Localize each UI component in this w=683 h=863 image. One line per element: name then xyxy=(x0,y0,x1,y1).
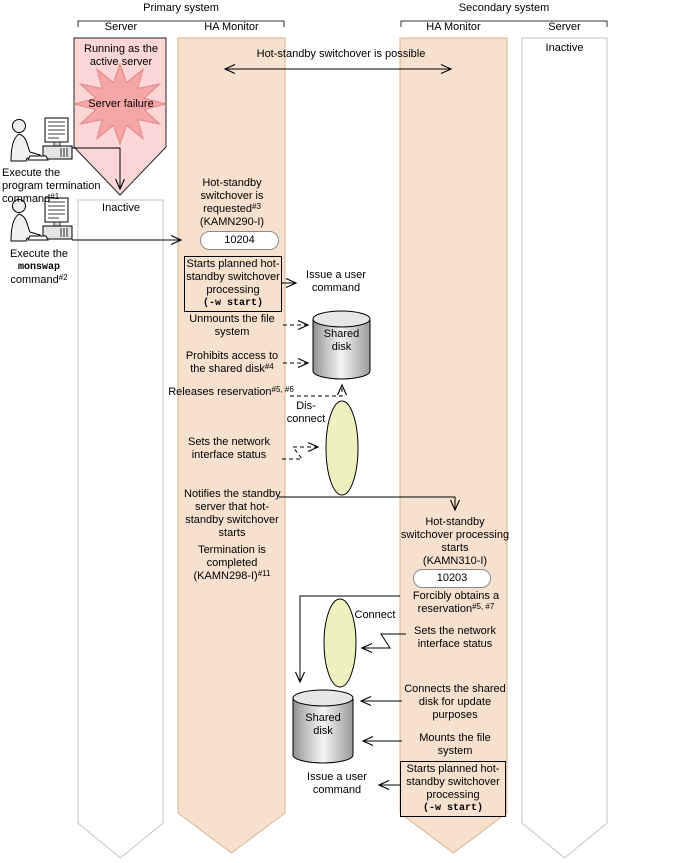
primary-server-lane xyxy=(78,200,163,858)
shared-disk-label-secondary: Shared disk xyxy=(305,712,341,737)
column-header-primary-server: Server xyxy=(104,21,138,33)
disconnect-label: Dis- connect xyxy=(286,400,326,425)
switchover-possible-label: Hot-standby switchover is possible xyxy=(256,48,426,60)
connects-shared-disk-label: Connects the shared disk for update purposes xyxy=(404,683,506,721)
message-number-pill-secondary: 10203 xyxy=(413,569,491,588)
running-as-active-label: Running as the active server xyxy=(84,43,158,68)
termination-completed-label: Termination is completed (KAMN298-I)$^{\#11}$ xyxy=(193,544,271,582)
mounts-file-system-label: Mounts the file system xyxy=(419,732,491,757)
sets-network-label-primary: Sets the network interface status xyxy=(188,436,270,461)
releases-reservation-label: Releases reservation$^{\#5, \#6}$ xyxy=(168,385,294,398)
execute-termination-command-label: Execute the program termination command$^{\#1}$ xyxy=(2,167,101,205)
prohibits-label: Prohibits access to the shared disk$^{\#4}$ xyxy=(185,350,279,375)
execute-monswap-command-label: Execute the monswap command$^{\#2}$ xyxy=(9,248,69,286)
unmounts-label: Unmounts the file system xyxy=(189,313,275,338)
sets-network-arrow-primary xyxy=(282,447,318,459)
shared-disk-label-primary: Shared disk xyxy=(323,328,360,353)
secondary-server-lane xyxy=(522,38,607,858)
primary-inactive-label: Inactive xyxy=(102,202,140,214)
notifies-standby-label: Notifies the standby server that hot- standby switchover starts xyxy=(184,488,281,539)
primary-system-label: Primary system xyxy=(143,2,219,14)
connect-label: Connect xyxy=(354,609,396,621)
sets-network-label-secondary: Sets the network interface status xyxy=(414,625,496,650)
issue-user-command-label-secondary: Issue a user command xyxy=(307,771,367,796)
switchover-processing-starts-label: Hot-standby switchover processing starts (KAMN310-I) xyxy=(400,516,510,567)
operator-terminal-icon-1 xyxy=(11,118,72,161)
server-failure-label: Server failure xyxy=(88,98,154,110)
forcibly-obtains-label: Forcibly obtains a reservation$^{\#5, \#7}$ xyxy=(412,590,500,615)
releases-reservation-arrow xyxy=(290,385,342,396)
sets-network-arrow-secondary xyxy=(362,634,406,648)
column-header-primary-ha-monitor: HA Monitor xyxy=(204,21,259,33)
secondary-system-label: Secondary system xyxy=(458,2,550,14)
switchover-requested-label: Hot-standby switchover is requested$^{\#3}$ (KAMN290-I) xyxy=(199,177,265,228)
column-header-secondary-server: Server xyxy=(548,21,581,33)
message-number-pill-primary: 10204 xyxy=(200,231,279,250)
secondary-inactive-label: Inactive xyxy=(545,42,584,54)
secondary-ha-monitor-lane xyxy=(400,38,507,853)
starts-planned-box-primary: Starts planned hot- standby switchover processing (-w start) xyxy=(184,256,282,312)
column-header-secondary-ha-monitor: HA Monitor xyxy=(426,21,481,33)
issue-user-command-label-primary: Issue a user command xyxy=(306,269,366,294)
starts-planned-box-secondary: Starts planned hot- standby switchover processing (-w start) xyxy=(400,761,506,817)
